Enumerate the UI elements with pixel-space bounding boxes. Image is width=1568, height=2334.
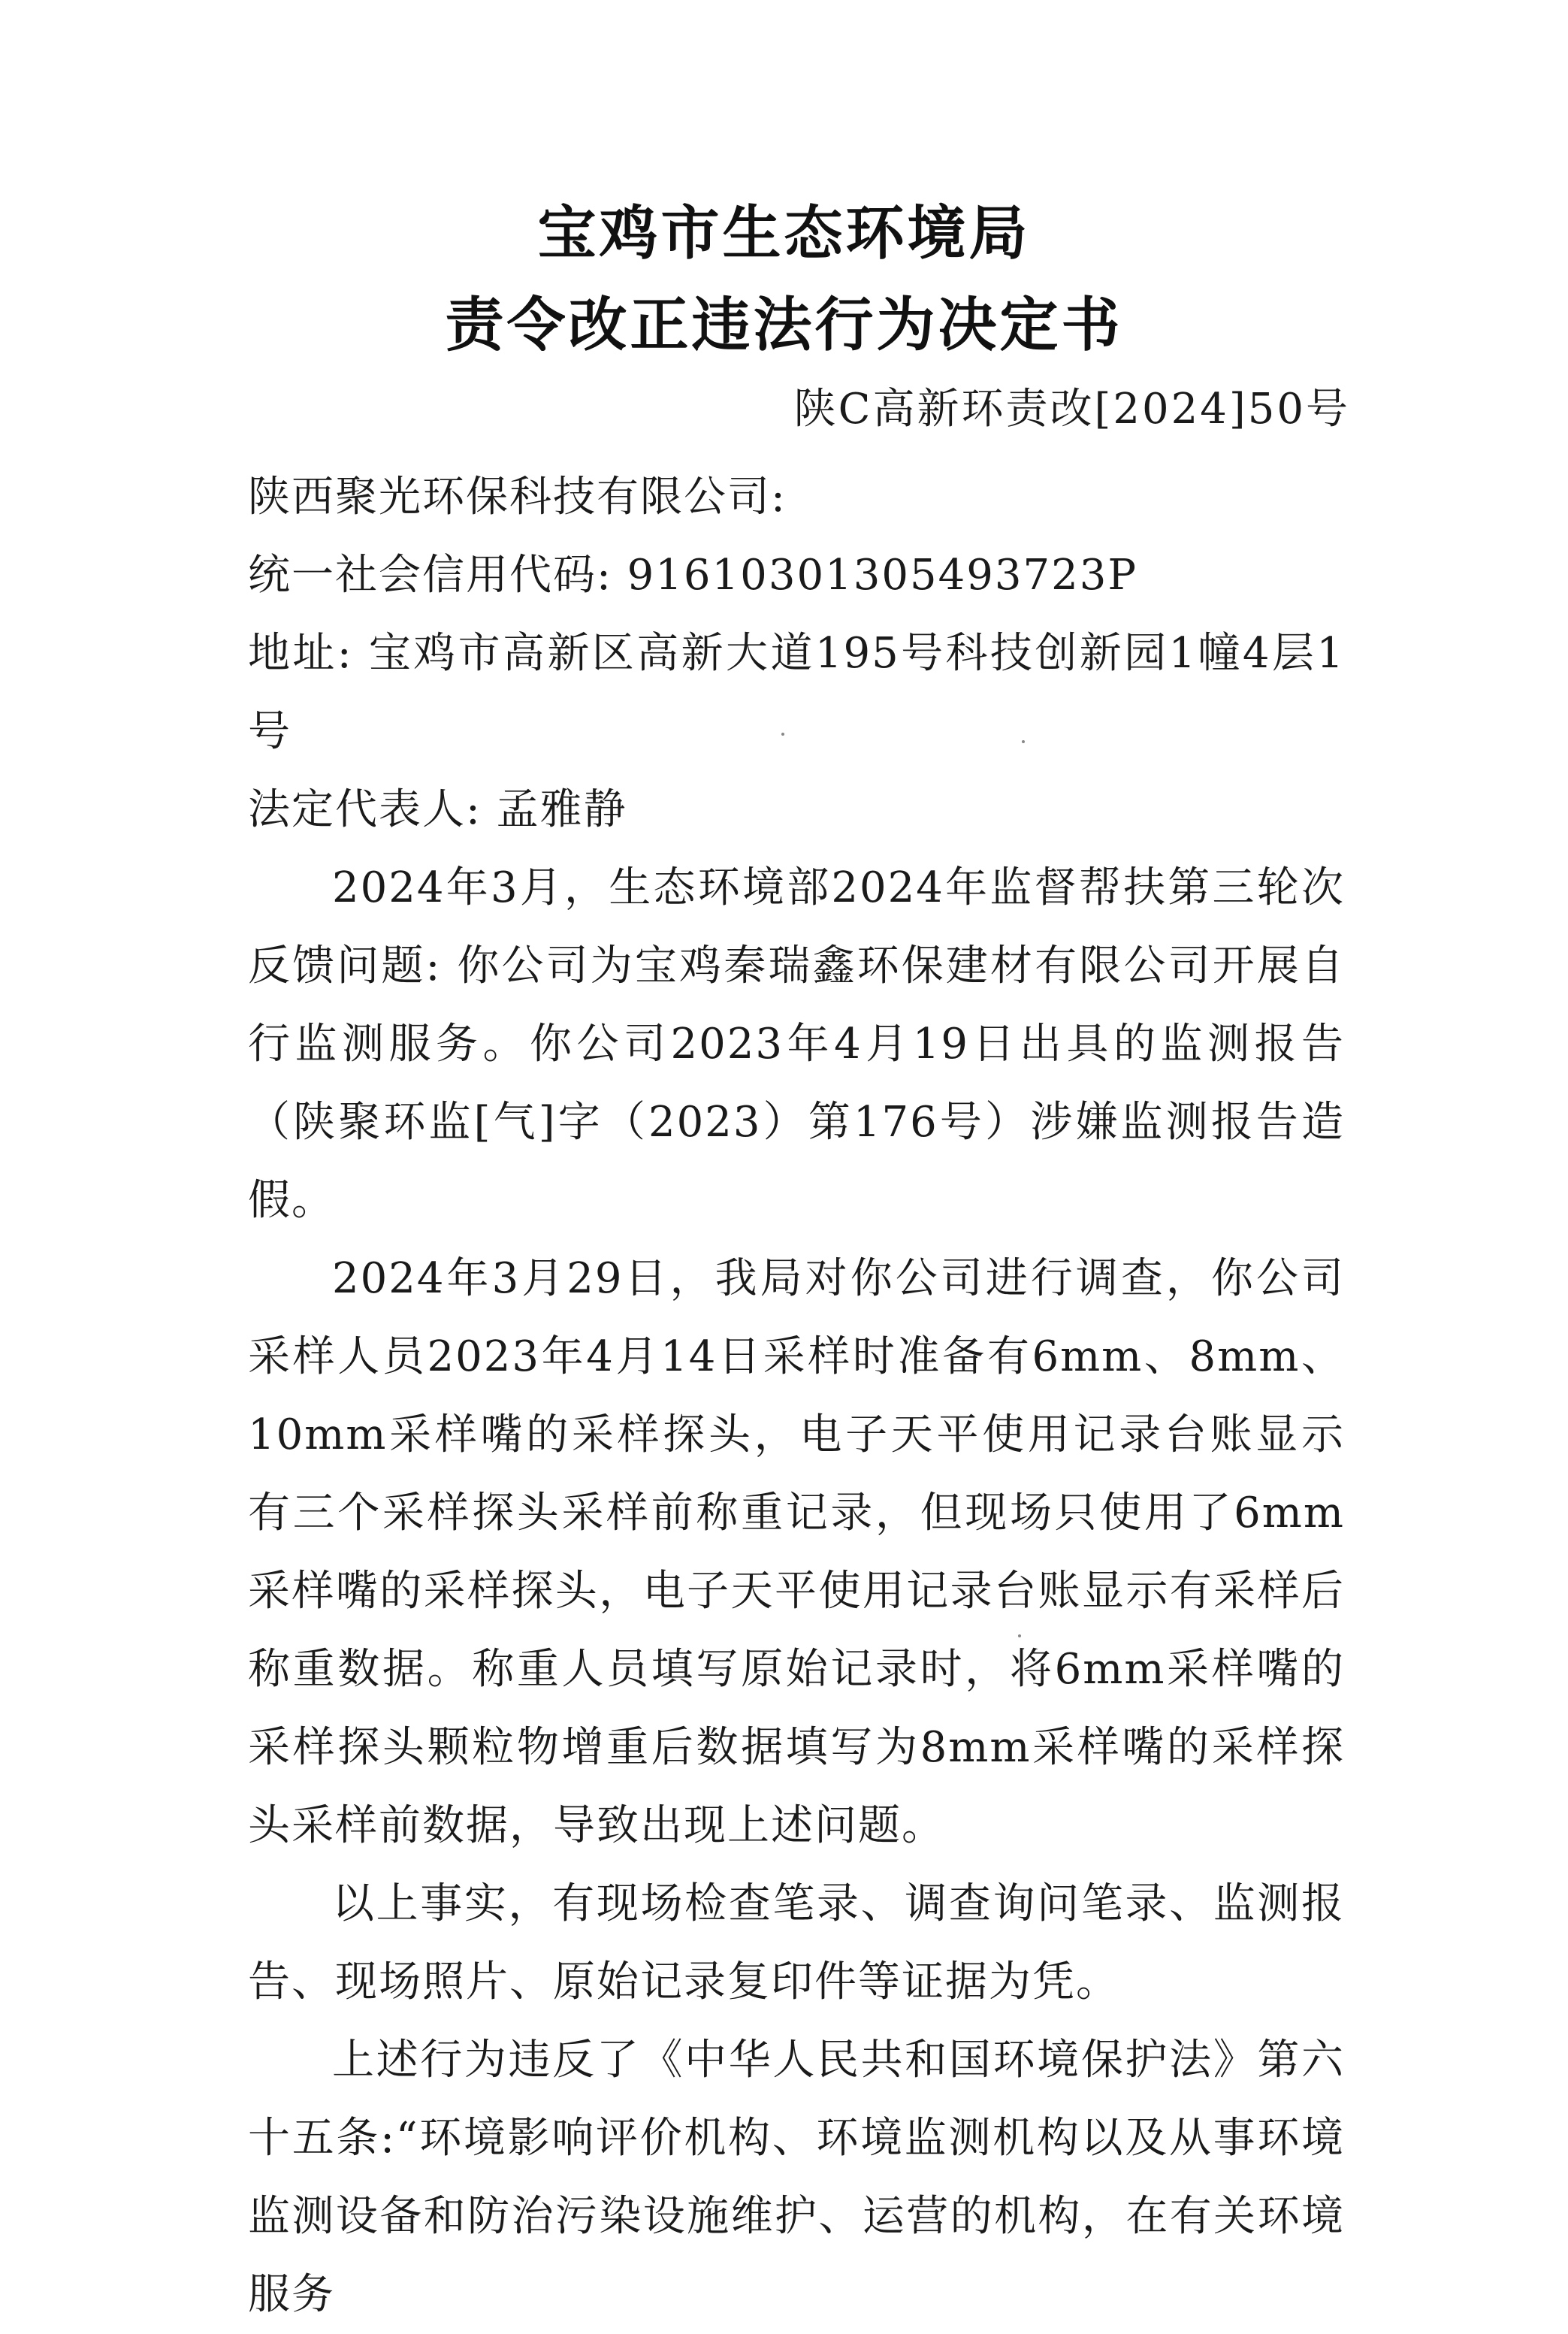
- document-title-decision: 责令改正违法行为决定书: [445, 292, 1123, 359]
- scan-speck: [781, 733, 784, 736]
- paragraph-investigation: 2024年3月29日，我局对你公司进行调查，你公司采样人员2023年4月14日采样时准备有6mm、8mm、10mm采样嘴的采样探头，电子天平使用记录台账显示有三个采样探头采样前称重记录，但现场只使用了6mm采样嘴的采样探头，电子天平使用记录台账显示有采样后称重数据。称重人员填写原始记录时，将6mm采样嘴的采样探头颗粒物增重后数据填写为8mm采样嘴的采样探头采样前数据，导致出现上述问题。: [248, 1254, 1345, 1850]
- paragraph-feedback-issue: 2024年3月，生态环境部2024年监督帮扶第三轮次反馈问题: 你公司为宝鸡秦瑞鑫环保建材有限公司开展自行监测服务。你公司2023年4月19日出具的监测报告（陕聚环监[气]字（2023）第176号）涉嫌监测报告造假。: [248, 863, 1345, 1225]
- address: 地址: 宝鸡市高新区高新大道195号科技创新园1幢4层1号: [248, 629, 1345, 756]
- paragraph-legal-basis: 上述行为违反了《中华人民共和国环境保护法》第六十五条:“环境影响评价机构、环境监测机构以及从事环境监测设备和防治污染设施维护、运营的机构，在有关环境服务: [248, 2036, 1345, 2319]
- credit-code: 统一社会信用代码: 91610301305493723P: [248, 551, 1138, 600]
- document-title-agency: 宝鸡市生态环境局: [537, 200, 1031, 268]
- paragraph-evidence: 以上事实，有现场检查笔录、调查询问笔录、监测报告、现场照片、原始记录复印件等证据为凭。: [248, 1879, 1345, 2006]
- recipient-company: 陕西聚光环保科技有限公司:: [248, 473, 787, 522]
- document-number: 陕C高新环责改[2024]50号: [793, 385, 1350, 434]
- legal-representative: 法定代表人: 孟雅静: [248, 785, 627, 834]
- document-body: [248, 458, 1345, 2334]
- scan-speck: [1022, 740, 1025, 743]
- scan-speck: [1018, 1634, 1021, 1637]
